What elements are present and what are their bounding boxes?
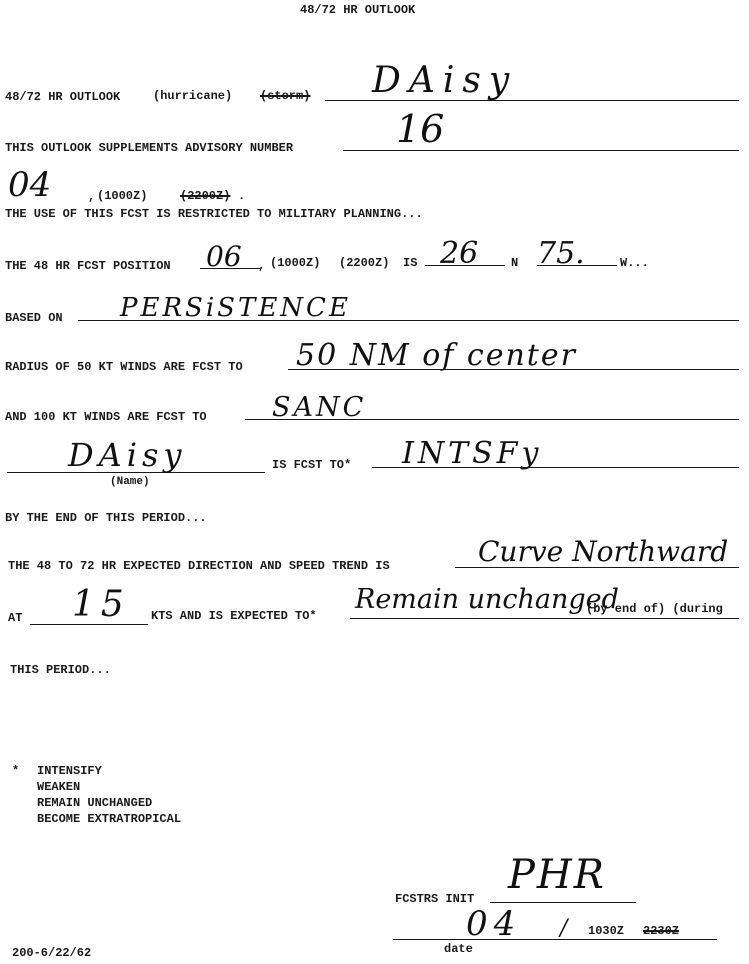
position-day-handwritten: 06 [206, 240, 242, 273]
time-2230z-struck: 2230Z [643, 924, 680, 938]
intensity-label: IS FCST TO* [272, 458, 352, 472]
expected-suffix: (by end of) (during [586, 602, 723, 616]
option-intensify: INTENSIFY [37, 764, 102, 778]
date-handwritten: 04 [466, 904, 522, 944]
intensity-handwritten: INTSFy [402, 436, 543, 471]
time-1030z: 1030Z [588, 924, 625, 938]
advisory-number-handwritten: 16 [396, 107, 445, 151]
speed-kts-label: KTS AND IS EXPECTED TO* [151, 609, 317, 623]
based-on-handwritten: PERSiSTENCE [120, 293, 351, 323]
based-on-label: BASED ON [5, 311, 63, 325]
winds-100kt-label: AND 100 KT WINDS ARE FCST TO [5, 410, 207, 424]
hurricane-option: (hurricane) [153, 89, 233, 103]
latitude-handwritten: 26 [440, 236, 479, 271]
name-caption: (Name) [110, 476, 150, 488]
options-marker: * [12, 764, 20, 778]
longitude-handwritten: 75. [537, 236, 585, 271]
forecaster-init-line [490, 902, 636, 903]
date-sep: / [560, 916, 568, 941]
advisory-day-sep: , [88, 190, 96, 204]
latitude-n-label: N [511, 256, 519, 270]
restricted-notice: THE USE OF THIS FCST IS RESTRICTED TO MILITARY PLANNING... [5, 207, 423, 221]
option-remain-unchanged: REMAIN UNCHANGED [37, 796, 153, 810]
page-title: 48/72 HR OUTLOOK [300, 3, 416, 17]
this-period-text: THIS PERIOD... [10, 663, 111, 677]
advisory-day-handwritten: 04 [8, 165, 52, 205]
advisory-time-trail: . [238, 189, 246, 203]
storm-option-struck: (storm) [260, 89, 311, 103]
expected-handwritten: Remain unchanged [355, 584, 619, 615]
position-label: THE 48 HR FCST POSITION [5, 259, 171, 273]
storm-name-handwritten: DAisy [372, 60, 518, 101]
expected-line [350, 618, 739, 619]
date-caption: date [444, 942, 473, 956]
position-2200z: (2200Z) [339, 256, 390, 270]
direction-handwritten: Curve Northward [478, 535, 729, 568]
position-day-sep: , [258, 259, 266, 273]
option-weaken: WEAKEN [37, 780, 81, 794]
winds-100kt-handwritten: SANC [272, 392, 367, 423]
radius-50kt-label: RADIUS OF 50 KT WINDS ARE FCST TO [5, 360, 243, 374]
radius-50kt-handwritten: 50 NM of center [296, 338, 577, 373]
direction-label: THE 48 TO 72 HR EXPECTED DIRECTION AND SPEED TREND IS [8, 559, 390, 573]
longitude-w-label: W... [620, 256, 649, 270]
date-line [393, 939, 717, 940]
speed-handwritten: 15 [72, 584, 130, 625]
option-become-extratropical: BECOME EXTRATROPICAL [37, 812, 182, 826]
position-is-label: IS [403, 256, 418, 270]
advisory-time-1000z: (1000Z) [97, 189, 148, 203]
advisory-time-2200z-struck: (2200Z) [180, 189, 231, 203]
forecaster-init-label: FCSTRS INIT [395, 892, 475, 906]
advisory-label: THIS OUTLOOK SUPPLEMENTS ADVISORY NUMBER [5, 141, 294, 155]
end-of-period-text: BY THE END OF THIS PERIOD... [5, 511, 207, 525]
form-number: 200-6/22/62 [12, 946, 92, 960]
position-1000z: (1000Z) [270, 256, 321, 270]
speed-at-label: AT [8, 611, 23, 625]
outlook-label: 48/72 HR OUTLOOK [5, 90, 121, 104]
intensity-name-handwritten: DAisy [68, 436, 187, 474]
forecaster-initials-handwritten: PHR [508, 852, 606, 898]
